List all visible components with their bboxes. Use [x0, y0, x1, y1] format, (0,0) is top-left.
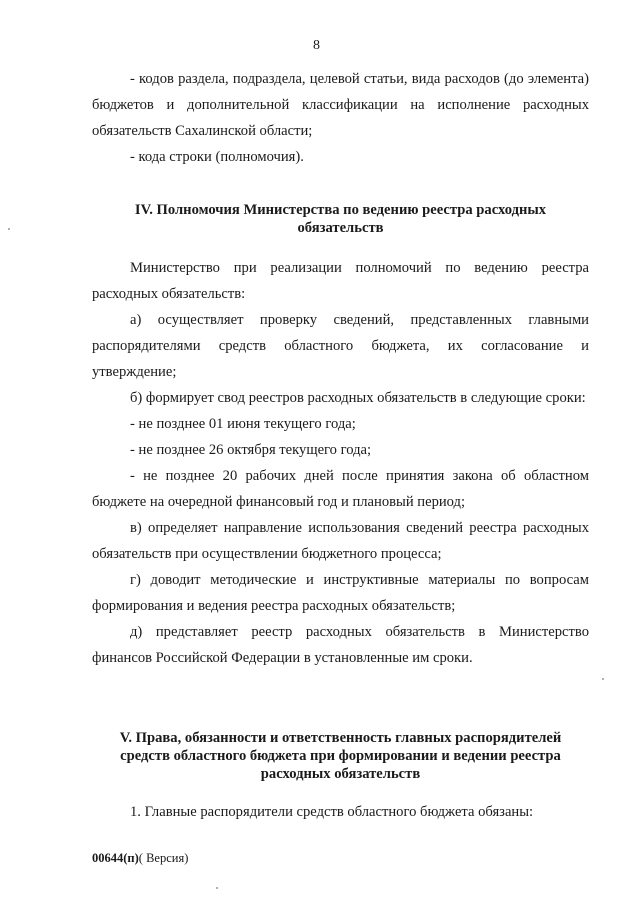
- intro-text: [92, 66, 589, 170]
- section-5-heading-line-3: расходных обязательств: [260, 766, 421, 782]
- section-4-paragraph-1: Министерство при реализации полномочий по ведению реестра расходных обязательств:: [92, 260, 589, 302]
- section-4-item-a: а) осуществляет проверку сведений, представленных главными распорядителями средств областного бюджета, их согласование и утверждение;: [92, 312, 589, 380]
- section-4-item-b: б) формирует свод реестров расходных обязательств в следующие сроки:: [130, 390, 586, 406]
- page-number: 8: [313, 38, 320, 53]
- section-5-heading: [92, 729, 589, 783]
- footer-code: 00644(п): [92, 851, 139, 865]
- section-4-deadline-1: - не позднее 01 июня текущего года;: [130, 416, 356, 432]
- section-4-item-g: г) доводит методические и инструктивные материалы по вопросам формирования и ведения реестра расходных обязательств;: [92, 572, 589, 614]
- footer-version: ( Версия): [138, 851, 189, 865]
- scan-speck: [216, 887, 218, 889]
- section-5-heading-line-2: средств областного бюджета при формировании и ведении реестра: [120, 748, 561, 764]
- section-5-body: [92, 799, 589, 825]
- section-5-heading-line-1: V. Права, обязанности и ответственность главных распорядителей: [119, 730, 562, 746]
- intro-paragraph-2: - кода строки (полномочия).: [130, 149, 304, 165]
- section-4-item-v: в) определяет направление использования сведений реестра расходных обязательств при осуществлении бюджетного процесса;: [92, 520, 589, 562]
- section-4-heading-line-1: IV. Полномочия Министерства по ведению реестра расходных: [134, 202, 547, 218]
- section-4-deadline-2: - не позднее 26 октября текущего года;: [130, 442, 372, 458]
- section-4-body: [92, 255, 589, 671]
- section-4-heading-line-2: обязательств: [297, 220, 384, 236]
- section-4-heading: [92, 201, 589, 237]
- section-5-paragraph-1: 1. Главные распорядители средств областного бюджета обязаны:: [130, 804, 534, 820]
- document-footer: [92, 851, 188, 866]
- section-4-deadline-3: - не позднее 20 рабочих дней после принятия закона об областном бюджете на очередной финансовый год и плановый период;: [92, 468, 589, 510]
- scan-speck: [8, 228, 10, 230]
- scan-speck: [602, 678, 604, 680]
- section-4-item-d: д) представляет реестр расходных обязательств в Министерство финансов Российской Федерации в установленные им сроки.: [92, 624, 589, 666]
- intro-paragraph-1: - кодов раздела, подраздела, целевой статьи, вида расходов (до элемента) бюджетов и дополнительной классификации на исполнение расходных обязательств Сахалинской области;: [92, 71, 589, 139]
